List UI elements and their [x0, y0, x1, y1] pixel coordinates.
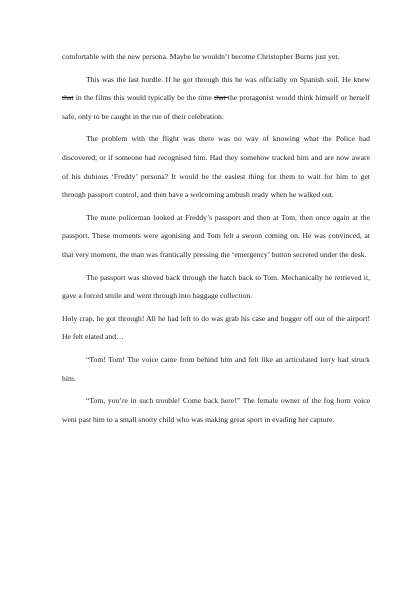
paragraph	[62, 209, 370, 265]
text-run: The passport was shoved back through the hatch back to Tom. Mechanically he retrieved it, gave a forced smile and went through into baggage collection.	[62, 272, 370, 301]
text-run: The mute policeman looked at Freddy’s passport and then at Tom, then once again at the passport. These moments were agonising and Tom felt a swoon coming on. He was convinced, at that very moment, the man was frantically pressing the ‘emergency’ button secreted under the desk.	[62, 212, 370, 259]
paragraph	[62, 351, 370, 388]
text-run: Holy crap, he got through! All he had left to do was grab his case and bugger off out of the airport! He felt elated and…	[62, 313, 370, 342]
paragraph	[62, 130, 370, 204]
text-run: The problem with the flight was there was no way of knowing what the Police had discovered, or if someone had recognised him. Had they somehow tracked him and are now aware of his dubious ‘Freddy’ persona? It would be the easiest thing for them to wait for him to get through passport control, and then have a welcoming ambush ready when he walked out.	[62, 134, 370, 200]
text-run: the protagonist would think himself or herself safe, only to be caught in the rue of their celebration.	[62, 93, 370, 121]
text-run: This was the last hurdle. If he got through this he was officially on Spanish soil. He knew	[86, 74, 370, 84]
text-run: “Tom! Tom! The voice came from behind him and felt like an articulated lorry had struck him.	[62, 354, 370, 383]
paragraph	[62, 71, 370, 127]
struck-text: that	[214, 93, 228, 103]
paragraph	[62, 392, 370, 429]
text-run: in the films this would typically be the time	[73, 93, 215, 103]
paragraph	[62, 269, 370, 306]
struck-text: that	[62, 93, 74, 103]
paragraph	[62, 310, 370, 347]
text-run: “Tom, you’re in such trouble! Come back here!” The female owner of the fog horn voice went past him to a small snotty child who was making great sport in evading her capture.	[62, 396, 370, 424]
text-run: comfortable with the new persona. Maybe he wouldn’t become Christopher Burns just yet.	[62, 52, 340, 61]
paragraph	[62, 48, 370, 67]
document-body	[62, 48, 370, 429]
